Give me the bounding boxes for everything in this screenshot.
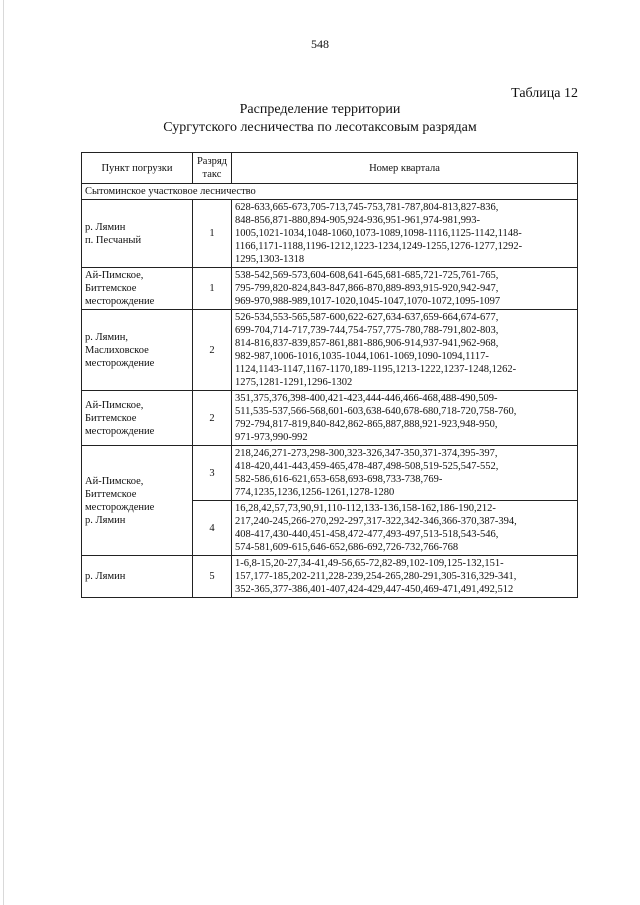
quarters-line: 218,246,271-273,298-300,323-326,347-350,371-374,395-397, [235, 448, 498, 459]
table-row [82, 556, 578, 598]
class-cell: 1 [193, 200, 232, 268]
point-line: Биттемское [85, 283, 137, 294]
quarters-line: 1275,1281-1291,1296-1302 [235, 377, 353, 388]
quarters-line: 351,375,376,398-400,421-423,444-446,466-468,488-490,509- [235, 393, 498, 404]
header-point: Пункт погрузки [82, 153, 193, 184]
quarters-line: 352-365,377-386,401-407,424-429,447-450,469-471,491,492,512 [235, 584, 514, 595]
title-line-1: Распределение территории [239, 102, 401, 117]
quarters-cell [232, 268, 578, 310]
point-line: месторождение [85, 425, 155, 437]
table-row [82, 391, 578, 446]
table-label: Таблица 12 [511, 86, 578, 101]
quarters-line: 582-586,616-621,653-658,693-698,733-738,769- [235, 474, 443, 485]
quarters-line: 217,240-245,266-270,292-297,317-322,342-346,366-370,387-394, [235, 516, 517, 527]
class-cell: 2 [193, 310, 232, 391]
quarters-line: 1-6,8-15,20-27,34-41,49-56,65-72,82-89,102-109,125-132,151- [235, 558, 504, 569]
point-cell [82, 268, 193, 310]
header-class-line-2: такс [202, 169, 222, 180]
quarters-line: 982-987,1006-1016,1035-1044,1061-1069,1090-1094,1117- [235, 351, 489, 362]
quarters-line: 16,28,42,57,73,90,91,110-112,133-136,158-162,186-190,212- [235, 503, 496, 514]
point-line: р. Лямин [85, 221, 126, 233]
point-line: р. Лямин, [85, 331, 128, 343]
point-line: месторождение [85, 357, 155, 369]
point-line: р. Лямин [85, 571, 126, 582]
point-line: Маслиховское [85, 344, 149, 356]
quarters-line: 1005,1021-1034,1048-1060,1073-1089,1098-1116,1125-1142,1148- [235, 228, 522, 239]
section-title: Сытоминское участковое лесничество [82, 184, 578, 200]
quarters-cell [232, 501, 578, 556]
quarters-line: 971-973,990-992 [235, 432, 308, 443]
quarters-line: 969-970,988-989,1017-1020,1045-1047,1070-1072,1095-1097 [235, 296, 501, 307]
quarters-line: 628-633,665-673,705-713,745-753,781-787,804-813,827-836, [235, 202, 499, 213]
point-line: Ай-Пимское, [85, 475, 144, 487]
class-cell: 5 [193, 556, 232, 598]
quarters-cell [232, 446, 578, 501]
quarters-cell [232, 310, 578, 391]
point-cell [82, 446, 193, 556]
title-line-2: Сургутского лесничества по лесотаксовым разрядам [163, 120, 477, 135]
point-line: месторождение [85, 296, 155, 307]
forest-tax-table [81, 152, 578, 598]
point-cell [82, 310, 193, 391]
page-number: 548 [311, 37, 329, 51]
table-row [82, 310, 578, 391]
section-row [82, 184, 578, 200]
quarters-line: 574-581,609-615,646-652,686-692,726-732,766-768 [235, 542, 459, 553]
quarters-cell [232, 556, 578, 598]
point-cell [82, 556, 193, 598]
class-cell: 3 [193, 446, 232, 501]
quarters-cell [232, 391, 578, 446]
quarters-line: 418-420,441-443,459-465,478-487,498-508,519-525,547-552, [235, 461, 499, 472]
point-line: Биттемское [85, 412, 137, 424]
class-cell: 2 [193, 391, 232, 446]
quarters-line: 848-856,871-880,894-905,924-936,951-961,974-981,993- [235, 215, 480, 226]
table-header-row [82, 153, 578, 184]
quarters-line: 408-417,430-440,451-458,472-477,493-497,513-518,543-546, [235, 529, 499, 540]
quarters-line: 1166,1171-1188,1196-1212,1223-1234,1249-1255,1276-1277,1292- [235, 241, 523, 252]
quarters-line: 526-534,553-565,587-600,622-627,634-637,659-664,674-677, [235, 312, 499, 323]
page-title [0, 101, 640, 137]
table-row [82, 268, 578, 310]
point-line: месторождение [85, 501, 155, 513]
point-line: Ай-Пимское, [85, 270, 144, 281]
class-cell: 1 [193, 268, 232, 310]
quarters-line: 1295,1303-1318 [235, 254, 305, 265]
point-cell [82, 391, 193, 446]
quarters-line: 157,177-185,202-211,228-239,254-265,280-291,305-316,329-341, [235, 571, 517, 582]
quarters-line: 795-799,820-824,843-847,866-870,889-893,915-920,942-947, [235, 283, 499, 294]
quarters-line: 1124,1143-1147,1167-1170,189-1195,1213-1222,1237-1248,1262- [235, 364, 517, 375]
point-line: п. Песчаный [85, 234, 142, 246]
quarters-line: 792-794,817-819,840-842,862-865,887,888,921-923,948-950, [235, 419, 498, 430]
class-cell: 4 [193, 501, 232, 556]
table-row [82, 446, 578, 501]
header-quarters: Номер квартала [232, 153, 578, 184]
quarters-line: 814-816,837-839,857-861,881-886,906-914,937-941,962-968, [235, 338, 499, 349]
table-row [82, 200, 578, 268]
quarters-line: 774,1235,1236,1256-1261,1278-1280 [235, 487, 395, 498]
quarters-line: 699-704,714-717,739-744,754-757,775-780,788-791,802-803, [235, 325, 499, 336]
header-class-line-1: Разряд [196, 156, 228, 167]
quarters-line: 538-542,569-573,604-608,641-645,681-685,721-725,761-765, [235, 270, 499, 281]
point-cell [82, 200, 193, 268]
point-line: Биттемское [85, 488, 137, 500]
quarters-line: 511,535-537,566-568,601-603,638-640,678-680,718-720,758-760, [235, 406, 517, 417]
quarters-cell [232, 200, 578, 268]
header-class [193, 153, 232, 184]
point-line: Ай-Пимское, [85, 399, 144, 411]
point-line: р. Лямин [85, 514, 126, 526]
